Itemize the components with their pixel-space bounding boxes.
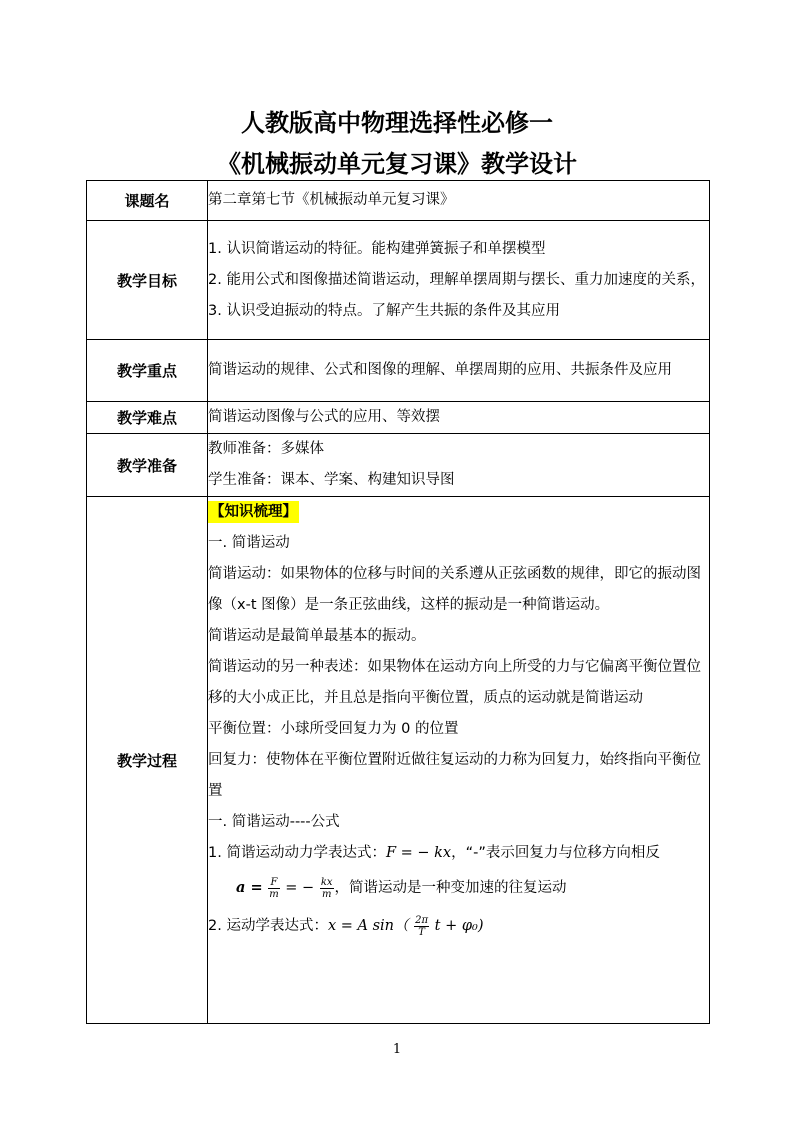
definition-2: 简谐运动的另一种表述：如果物体在运动方向上所受的力与它偏离平衡位置位移的大小成正比，并且总是指向平衡位置，质点的运动就是简谐运动 (208, 659, 701, 706)
label-preparation: 教学准备 (87, 434, 208, 497)
value-goals (208, 221, 710, 340)
value-preparation (208, 434, 710, 497)
value-topic: 第二章第七节《机械振动单元复习课》 (208, 181, 710, 221)
goal-item: 2. 能用公式和图像描述简谐运动，理解单摆周期与摆长、重力加速度的关系， (208, 271, 705, 288)
label-difficulties: 教学难点 (87, 402, 208, 434)
accel-lhs: a = (236, 879, 263, 896)
kin-rest: t + φ₀) (434, 918, 484, 934)
dynamics-expression (208, 838, 709, 869)
document-title-line1: 人教版高中物理选择性必修一 (241, 108, 553, 137)
accel-eq: = − (285, 880, 315, 896)
table-row-preparation (87, 434, 710, 497)
kinematics-expression (208, 907, 709, 945)
definition-1: 简谐运动：如果物体的位移与时间的关系遵从正弦函数的规律，即它的振动图像（x-t 图像）是一条正弦曲线，这样的振动是一种简谐运动。 (208, 566, 701, 613)
table-row-topic (87, 181, 710, 221)
frac-numerator: 2π (415, 914, 429, 926)
value-difficulties: 简谐运动图像与公式的应用、等效摆 (208, 402, 710, 434)
goal-item: 3. 认识受迫振动的特点。了解产生共振的条件及其应用 (208, 302, 560, 319)
heading-simple-harmonic: 一. 简谐运动 (208, 535, 290, 551)
page-number: 1 (392, 1042, 402, 1057)
goal-item: 1. 认识简谐运动的特征。能构建弹簧振子和单摆模型 (208, 240, 546, 257)
kin-lhs: x = A sin（ (327, 918, 409, 934)
table-row-difficulties (87, 402, 710, 434)
lesson-plan-table (86, 180, 710, 1024)
frac-numerator: F (268, 877, 279, 889)
fraction-kx-over-m (320, 877, 334, 900)
label-process: 教学过程 (87, 497, 208, 1024)
restoring-force: 回复力：使物体在平衡位置附近做往复运动的力称为回复力，始终指向平衡位置 (208, 752, 701, 799)
document-title-line2: 《机械振动单元复习课》教学设计 (217, 149, 577, 178)
label-goals: 教学目标 (87, 221, 208, 340)
simplest-vibration: 简谐运动是最简单最基本的振动。 (208, 628, 426, 644)
fraction-2pi-over-t (414, 915, 429, 938)
section-tag-knowledge: 【知识梳理】 (208, 501, 299, 523)
accel-suffix: ，简谐运动是一种变加速的往复运动 (334, 880, 567, 896)
dynamics-prefix: 1. 简谐运动动力学表达式： (208, 845, 386, 861)
kinematics-prefix: 2. 运动学表达式： (208, 918, 328, 934)
frac-numerator: kx (320, 876, 333, 888)
equilibrium-position: 平衡位置：小球所受回复力为 0 的位置 (208, 721, 459, 737)
fraction-f-over-m (268, 877, 279, 900)
label-topic: 课题名 (87, 181, 208, 221)
teacher-preparation: 教师准备：多媒体 (208, 441, 324, 457)
dynamics-suffix: ，“-”表示回复力与位移方向相反 (451, 845, 660, 861)
frac-denominator: m (269, 888, 279, 900)
value-process (208, 497, 710, 1024)
table-row-key-points (87, 340, 710, 402)
table-row-goals (87, 221, 710, 340)
student-preparation: 学生准备：课本、学案、构建知识导图 (208, 472, 455, 488)
acceleration-expression (208, 869, 709, 907)
dynamics-formula: F = − kx (385, 845, 452, 861)
value-key-points: 简谐运动的规律、公式和图像的理解、单摆周期的应用、共振条件及应用 (208, 340, 710, 402)
table-row-process (87, 497, 710, 1024)
label-key-points: 教学重点 (87, 340, 208, 402)
heading-formula: 一. 简谐运动----公式 (208, 814, 340, 830)
frac-denominator: T (418, 926, 425, 938)
frac-denominator: m (321, 888, 332, 900)
